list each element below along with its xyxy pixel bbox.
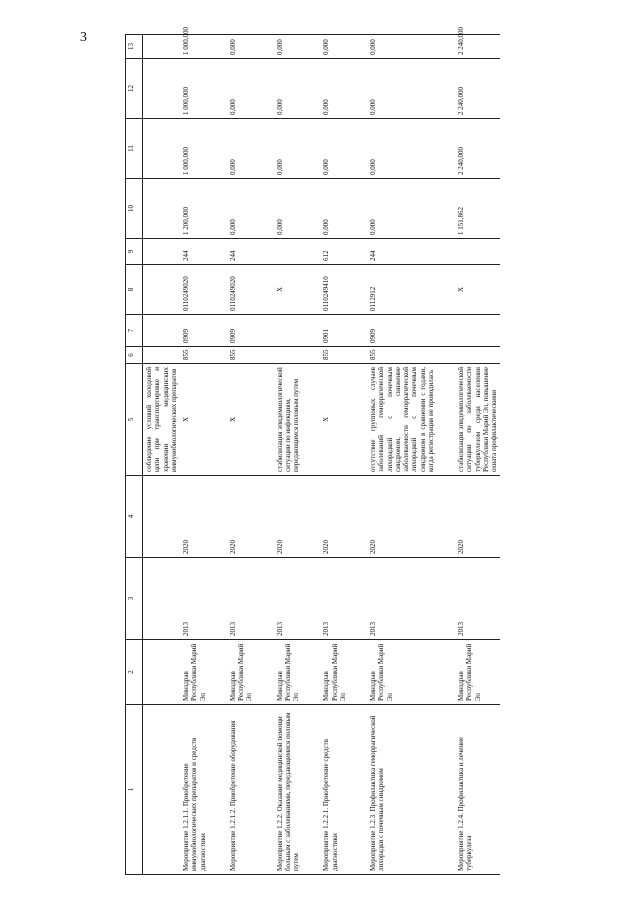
cell-measure: Мероприятие 1.2.2.1. Приобретение средств диагностики xyxy=(320,705,349,875)
cell-amount-2017: 0,000 xyxy=(274,35,303,59)
cell-grbs: 855 xyxy=(227,347,256,364)
cell-end-year: 2020 xyxy=(227,476,256,558)
cell-amount-2017: 0,000 xyxy=(367,35,437,59)
cell-amount-2017: 0,000 xyxy=(227,35,256,59)
column-header: 3 xyxy=(126,558,143,640)
column-header: 8 xyxy=(126,265,143,315)
cell-amount-2014: 0,000 xyxy=(274,179,303,239)
cell-amount-2016: 0,000 xyxy=(320,59,349,119)
cell-vr: 244 xyxy=(367,239,437,265)
cell-grbs xyxy=(274,347,303,364)
cell-amount-2014: 0,000 xyxy=(367,179,437,239)
cell-amount-2015: 0,000 xyxy=(227,119,256,179)
table-row xyxy=(367,35,437,875)
cell-end-year: 2020 xyxy=(455,476,500,558)
cell-amount-2015: 2 240,000 xyxy=(455,119,500,179)
cell-start-year: 2013 xyxy=(320,558,349,640)
cell-indicator: отсутствие групповых случаев заболеваний геморрагической лихорадкой с почечным синдромом, снижение заболеваемости геморрагической лихорадкой с почечным синдромом в сравнении с годами, когда регистрация не проводилась xyxy=(367,364,437,476)
cell-measure: Мероприятие 1.2.3. Профилактика геморрагической лихорадки с почечным синдромом xyxy=(367,705,437,875)
cell-start-year: 2013 xyxy=(455,558,500,640)
cell-amount-2017: 1 000,000 xyxy=(180,35,209,59)
cell-indicator: X xyxy=(227,364,256,476)
cell-executor: Минздрав Республики Марий Эл xyxy=(274,640,303,705)
cell-vr: 612 xyxy=(320,239,349,265)
column-header: 10 xyxy=(126,179,143,239)
cell-amount-2014: 0,000 xyxy=(227,179,256,239)
column-header: 13 xyxy=(126,35,143,59)
cell-amount-2016: 2 240,000 xyxy=(455,59,500,119)
cell-rzpr xyxy=(274,315,303,347)
column-header: 9 xyxy=(126,239,143,265)
cell-rzpr xyxy=(455,315,500,347)
cell-end-year: 2020 xyxy=(320,476,349,558)
column-header: 12 xyxy=(126,59,143,119)
table-row xyxy=(274,35,303,875)
cell-rzpr: 0909 xyxy=(180,315,209,347)
cell-csr: 0110249020 xyxy=(227,265,256,315)
cell-end-year: 2020 xyxy=(367,476,437,558)
cell-rzpr: 0909 xyxy=(227,315,256,347)
cell-grbs: 855 xyxy=(367,347,437,364)
cell-vr: 244 xyxy=(180,239,209,265)
cell-rzpr: 0909 xyxy=(367,315,437,347)
cell-csr: 0112912 xyxy=(367,265,437,315)
cell-executor: Минздрав Республики Марий Эл xyxy=(367,640,437,705)
cell-csr: X xyxy=(274,265,303,315)
cell-rzpr: 0901 xyxy=(320,315,349,347)
column-header: 4 xyxy=(126,476,143,558)
cell-csr: 0110249410 xyxy=(320,265,349,315)
cell-measure: Мероприятие 1.2.1.1. Приобретение иммунобиологических препаратов и средств диагностики xyxy=(180,705,209,875)
cell-executor: Минздрав Республики Марий Эл xyxy=(455,640,500,705)
header-row xyxy=(126,35,143,875)
cell-vr xyxy=(274,239,303,265)
column-header: 6 xyxy=(126,347,143,364)
page-number: 3 xyxy=(80,30,87,45)
cell-vr: 244 xyxy=(227,239,256,265)
rotated-table-container xyxy=(125,27,635,875)
table-row xyxy=(143,35,181,875)
cell-indicator: стабилизация эпидемиологической ситуации по заболеваемости туберкулезом среди населения Республики Марий Эл, повышение охвата профилактическими xyxy=(455,364,500,476)
cell-csr: 0110249020 xyxy=(180,265,209,315)
table-row xyxy=(180,35,209,875)
cell-executor: Минздрав Республики Марий Эл xyxy=(227,640,256,705)
column-header: 5 xyxy=(126,364,143,476)
table-row xyxy=(455,35,500,875)
program-measures-table xyxy=(125,27,500,875)
cell-start-year: 2013 xyxy=(180,558,209,640)
table-row xyxy=(320,35,349,875)
cell-csr: X xyxy=(455,265,500,315)
cell-grbs: 855 xyxy=(320,347,349,364)
cell-amount-2014: 1 200,000 xyxy=(180,179,209,239)
cell-amount-2015: 0,000 xyxy=(367,119,437,179)
cell-amount-2015: 0,000 xyxy=(274,119,303,179)
cell-start-year: 2013 xyxy=(367,558,437,640)
cell-indicator-continuation: соблюдение условий холодовой цепи при транспортировке и хранении медицинских иммунобиологических препаратов xyxy=(143,364,181,476)
cell-indicator: X xyxy=(320,364,349,476)
cell-measure: Мероприятие 1.2.4. Профилактика и лечение туберкулеза xyxy=(455,705,500,875)
cell-amount-2016: 0,000 xyxy=(367,59,437,119)
cell-amount-2016: 0,000 xyxy=(227,59,256,119)
column-header: 11 xyxy=(126,119,143,179)
cell-amount-2015: 1 000,000 xyxy=(180,119,209,179)
cell-amount-2014: 0,000 xyxy=(320,179,349,239)
cell-amount-2016: 1 000,000 xyxy=(180,59,209,119)
cell-measure: Мероприятие 1.2.1.2. Приобретение оборудования xyxy=(227,705,256,875)
cell-start-year: 2013 xyxy=(274,558,303,640)
cell-executor: Минздрав Республики Марий Эл xyxy=(320,640,349,705)
table-row xyxy=(227,35,256,875)
cell-amount-2015: 0,000 xyxy=(320,119,349,179)
cell-indicator: стабилизация эпидемиологической ситуации по инфекциям, передающимся половым путем xyxy=(274,364,303,476)
cell-end-year: 2020 xyxy=(180,476,209,558)
cell-amount-2014: 1 151,862 xyxy=(455,179,500,239)
cell-indicator: X xyxy=(180,364,209,476)
cell-amount-2017: 0,000 xyxy=(320,35,349,59)
cell-executor: Минздрав Республики Марий Эл xyxy=(180,640,209,705)
cell-grbs: 855 xyxy=(180,347,209,364)
column-header: 1 xyxy=(126,705,143,875)
cell-end-year: 2020 xyxy=(274,476,303,558)
column-header: 2 xyxy=(126,640,143,705)
cell-amount-2017: 2 240,000 xyxy=(455,35,500,59)
cell-grbs xyxy=(455,347,500,364)
cell-vr xyxy=(455,239,500,265)
cell-start-year: 2013 xyxy=(227,558,256,640)
cell-amount-2016: 0,000 xyxy=(274,59,303,119)
cell-measure: Мероприятие 1.2.2. Оказание медицинской помощи больным с заболеваниями, передающимися половым путем xyxy=(274,705,303,875)
column-header: 7 xyxy=(126,315,143,347)
